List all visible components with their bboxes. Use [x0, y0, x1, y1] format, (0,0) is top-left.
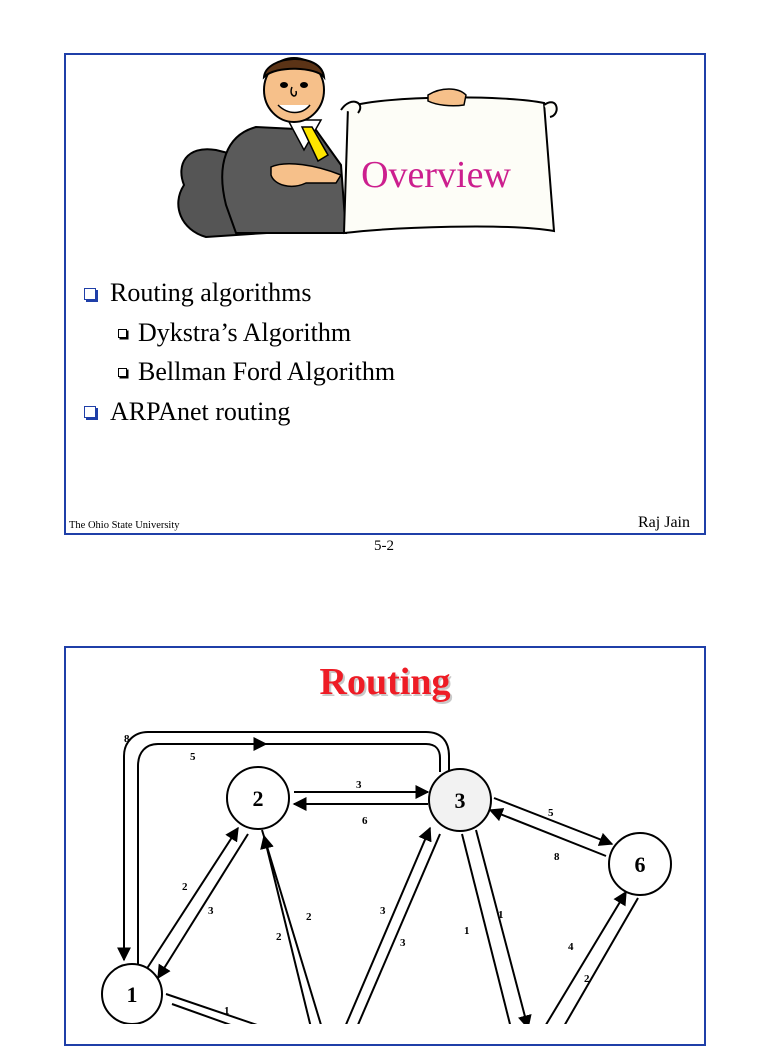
- bullet-item: ARPAnet routing: [84, 392, 395, 432]
- bullet-square-icon: [118, 329, 127, 338]
- page-number: 5-2: [374, 538, 394, 554]
- edge-label: 1: [498, 909, 504, 921]
- overview-slide: [64, 53, 706, 535]
- bullet-list: [84, 273, 395, 431]
- slide-title: Routing: [319, 661, 451, 703]
- edge-label: 2: [276, 931, 282, 943]
- bullet-item: Routing algorithms: [84, 273, 395, 313]
- svg-text:3: 3: [454, 788, 466, 813]
- footer-author: Raj Jain: [638, 514, 690, 531]
- edge-label: 3: [380, 905, 386, 917]
- node-6: [609, 833, 671, 895]
- presenter-illustration: [66, 55, 708, 255]
- bullet-square-icon: [118, 368, 127, 377]
- node-2: [227, 767, 289, 829]
- routing-slide: [64, 646, 706, 1046]
- sub-bullet-item: Dykstra’s Algorithm: [84, 313, 395, 353]
- edge-label: 5: [190, 751, 196, 763]
- routing-graph: [66, 648, 704, 1024]
- sub-bullet-item: Bellman Ford Algorithm: [84, 352, 395, 392]
- edge-label: 6: [362, 815, 368, 827]
- bullet-square-icon: [84, 288, 96, 300]
- edge-label: 3: [400, 937, 406, 949]
- edge-label: 4: [568, 941, 574, 953]
- edge-label: 3: [208, 905, 214, 917]
- edge-label: 1: [464, 925, 470, 937]
- edge-label: 1: [224, 1005, 230, 1017]
- edge-label: 2: [306, 911, 312, 923]
- edge-label: 2: [584, 973, 590, 985]
- edge-label: 3: [356, 779, 362, 791]
- edge-label: 8: [554, 851, 560, 863]
- bullet-square-icon: [84, 406, 96, 418]
- edge-label: 5: [548, 807, 554, 819]
- svg-text:6: 6: [634, 852, 646, 877]
- svg-text:2: 2: [252, 786, 264, 811]
- footer-university: The Ohio State University: [69, 520, 180, 531]
- svg-text:1: 1: [126, 982, 138, 1007]
- edge-label: 8: [124, 733, 130, 745]
- node-3: [429, 769, 491, 831]
- node-1: [102, 964, 162, 1024]
- edge-label: 2: [182, 881, 188, 893]
- overview-title: Overview: [361, 154, 511, 196]
